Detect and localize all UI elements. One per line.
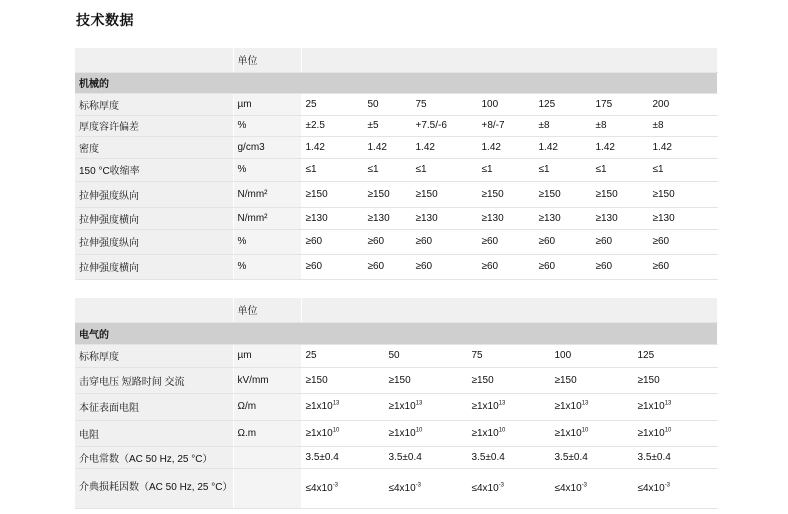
value-text: ≥60 bbox=[538, 236, 556, 247]
value-cell bbox=[648, 136, 705, 158]
table-row bbox=[75, 344, 717, 367]
value-text: 1.42 bbox=[481, 141, 501, 153]
value-text: 1.42 bbox=[415, 141, 435, 153]
table-row bbox=[75, 93, 717, 115]
value-text: ≥1x10 bbox=[637, 401, 665, 412]
row-label: 标称厚度 bbox=[75, 344, 233, 367]
value-cell bbox=[633, 420, 717, 446]
row-unit: Ω.m bbox=[233, 420, 301, 446]
value-text: ≥130 bbox=[481, 212, 504, 224]
value-text: ≥130 bbox=[305, 212, 328, 224]
value-cell bbox=[411, 93, 477, 115]
value-cell bbox=[363, 158, 411, 181]
value-cell bbox=[477, 158, 534, 181]
value-text: ≥1x10 bbox=[471, 401, 499, 412]
value-cell bbox=[301, 468, 384, 508]
value-exponent: -3 bbox=[332, 482, 339, 489]
value-cell bbox=[301, 446, 384, 468]
value-text: 3.5±0.4 bbox=[305, 451, 339, 463]
value-text: ≤4x10 bbox=[554, 482, 582, 494]
value-text: 1.42 bbox=[595, 141, 615, 153]
value-exponent: -3 bbox=[415, 482, 422, 489]
value-text: ≥1x10 bbox=[388, 401, 416, 412]
value-text: ≤4x10 bbox=[305, 482, 333, 494]
value-cell bbox=[363, 181, 411, 207]
value-cell bbox=[633, 468, 717, 508]
value-text: ≤1 bbox=[538, 164, 550, 175]
value-text: ≥60 bbox=[305, 261, 323, 272]
value-text: ≥1x10 bbox=[388, 427, 416, 439]
value-cell bbox=[363, 115, 411, 136]
value-exponent: 10 bbox=[332, 427, 340, 434]
value-text: ≥150 bbox=[305, 374, 328, 386]
table-row bbox=[75, 420, 717, 446]
value-text: ≥150 bbox=[415, 188, 438, 200]
value-text: 125 bbox=[538, 98, 556, 110]
section-header-row bbox=[75, 322, 717, 344]
row-unit: kV/mm bbox=[233, 367, 301, 393]
value-exponent: 13 bbox=[664, 400, 672, 407]
value-cell bbox=[384, 468, 467, 508]
value-cell bbox=[648, 93, 705, 115]
row-label: 电阻 bbox=[75, 420, 233, 446]
value-text: 1.42 bbox=[305, 141, 325, 153]
row-label: 拉伸强度纵向 bbox=[75, 181, 233, 207]
value-cell bbox=[301, 393, 384, 420]
value-text: ≥150 bbox=[305, 188, 328, 200]
value-cell bbox=[534, 158, 591, 181]
value-cell bbox=[384, 420, 467, 446]
value-cell bbox=[384, 367, 467, 393]
value-cell bbox=[411, 136, 477, 158]
value-text: ≥60 bbox=[595, 236, 613, 247]
row-label: 厚度容许偏差 bbox=[75, 115, 233, 136]
value-text: 100 bbox=[481, 98, 499, 110]
value-cell bbox=[633, 344, 717, 367]
value-text: 50 bbox=[367, 98, 379, 110]
value-text: ≥150 bbox=[481, 188, 504, 200]
value-exponent: 13 bbox=[332, 400, 340, 407]
table-row bbox=[75, 229, 717, 254]
value-cell bbox=[301, 158, 363, 181]
value-cell bbox=[411, 229, 477, 254]
value-text: ±8 bbox=[595, 120, 607, 131]
value-cell bbox=[301, 344, 384, 367]
value-text: ±8 bbox=[652, 120, 664, 131]
value-text: 175 bbox=[595, 98, 613, 110]
value-cell bbox=[363, 254, 411, 279]
value-text: ≥150 bbox=[595, 188, 618, 200]
value-cell bbox=[477, 115, 534, 136]
section-title: 机械的 bbox=[75, 72, 717, 93]
value-text: +8/-7 bbox=[481, 120, 505, 131]
row-unit: Ω/m bbox=[233, 393, 301, 420]
value-text: ≤1 bbox=[652, 164, 664, 175]
table-row bbox=[75, 207, 717, 229]
value-text: ≥60 bbox=[367, 236, 385, 247]
value-text: ≥60 bbox=[305, 236, 323, 247]
row-label: 标称厚度 bbox=[75, 93, 233, 115]
row-unit: % bbox=[233, 229, 301, 254]
value-cell bbox=[591, 93, 648, 115]
value-exponent: 10 bbox=[415, 427, 423, 434]
value-exponent: 13 bbox=[498, 400, 506, 407]
row-unit bbox=[233, 468, 301, 508]
table-row bbox=[75, 136, 717, 158]
row-unit: % bbox=[233, 158, 301, 181]
value-cell bbox=[301, 254, 363, 279]
value-cell bbox=[534, 93, 591, 115]
value-text: ≤1 bbox=[367, 164, 379, 175]
value-cell bbox=[301, 420, 384, 446]
table-row bbox=[75, 393, 717, 420]
value-cell bbox=[363, 136, 411, 158]
value-exponent: 13 bbox=[415, 400, 423, 407]
table-header-row bbox=[75, 298, 717, 322]
value-cell bbox=[534, 229, 591, 254]
row-unit: g/cm3 bbox=[233, 136, 301, 158]
value-cell bbox=[648, 229, 705, 254]
value-cell bbox=[411, 181, 477, 207]
value-cell bbox=[648, 181, 705, 207]
value-cell bbox=[633, 393, 717, 420]
row-unit: µm bbox=[233, 93, 301, 115]
row-unit: % bbox=[233, 115, 301, 136]
value-cell bbox=[411, 158, 477, 181]
value-text: ≥60 bbox=[652, 261, 670, 272]
value-cell bbox=[633, 446, 717, 468]
row-unit: % bbox=[233, 254, 301, 279]
value-text: 3.5±0.4 bbox=[637, 451, 671, 463]
section-title: 电气的 bbox=[75, 322, 717, 344]
value-text: ≥60 bbox=[415, 261, 433, 272]
unit-column-header: 单位 bbox=[233, 298, 301, 322]
value-cell bbox=[550, 344, 633, 367]
row-unit bbox=[233, 446, 301, 468]
value-text: ≤4x10 bbox=[388, 482, 416, 494]
value-text: ≥150 bbox=[637, 374, 660, 386]
value-cell bbox=[411, 115, 477, 136]
value-cell bbox=[591, 229, 648, 254]
value-text: ≤1 bbox=[305, 164, 317, 175]
value-cell bbox=[384, 393, 467, 420]
value-text: ≥60 bbox=[595, 261, 613, 272]
value-exponent: -3 bbox=[664, 482, 671, 489]
value-text: ±8 bbox=[538, 120, 550, 131]
value-text: 1.42 bbox=[652, 141, 672, 153]
table-row bbox=[75, 468, 717, 508]
value-text: ≥60 bbox=[367, 261, 385, 272]
value-cell bbox=[534, 181, 591, 207]
value-cell bbox=[477, 93, 534, 115]
value-text: ≤4x10 bbox=[471, 482, 499, 494]
value-cell bbox=[591, 158, 648, 181]
row-label: 本征表面电阻 bbox=[75, 393, 233, 420]
value-cell bbox=[648, 115, 705, 136]
value-text: ≤1 bbox=[415, 164, 427, 175]
value-text: ≥60 bbox=[652, 236, 670, 247]
value-text: 200 bbox=[652, 98, 670, 110]
value-cell bbox=[534, 115, 591, 136]
value-text: ≥130 bbox=[415, 212, 438, 224]
value-cell bbox=[384, 446, 467, 468]
value-text: +7.5/-6 bbox=[415, 120, 447, 131]
value-text: 1.42 bbox=[538, 141, 558, 153]
value-text: ≥1x10 bbox=[554, 401, 582, 412]
value-cell bbox=[534, 136, 591, 158]
value-text: 100 bbox=[554, 350, 572, 361]
value-text: ≥150 bbox=[652, 188, 675, 200]
section-header-row bbox=[75, 72, 717, 93]
row-label: 拉伸强度横向 bbox=[75, 254, 233, 279]
value-cell bbox=[467, 344, 550, 367]
value-cell bbox=[550, 393, 633, 420]
table-row bbox=[75, 446, 717, 468]
value-cell bbox=[301, 136, 363, 158]
table-row bbox=[75, 181, 717, 207]
row-label: 介典损耗因数（AC 50 Hz, 25 °C） bbox=[75, 468, 233, 508]
value-cell bbox=[301, 207, 363, 229]
value-text: ≥60 bbox=[415, 236, 433, 247]
value-text: 25 bbox=[305, 350, 317, 361]
value-cell bbox=[363, 229, 411, 254]
value-cell bbox=[363, 93, 411, 115]
value-text: ≥130 bbox=[367, 212, 390, 224]
value-text: 75 bbox=[415, 98, 427, 110]
value-text: ≥150 bbox=[388, 374, 411, 386]
value-exponent: -3 bbox=[581, 482, 588, 489]
value-cell bbox=[591, 136, 648, 158]
value-text: ≤1 bbox=[481, 164, 493, 175]
value-text: ≥1x10 bbox=[554, 427, 582, 439]
value-text: ≥130 bbox=[595, 212, 618, 224]
table-row bbox=[75, 367, 717, 393]
value-cell bbox=[591, 181, 648, 207]
value-text: 1.42 bbox=[367, 141, 387, 153]
row-unit: µm bbox=[233, 344, 301, 367]
value-text: 3.5±0.4 bbox=[471, 451, 505, 463]
table-row bbox=[75, 254, 717, 279]
value-cell bbox=[477, 181, 534, 207]
value-text: 3.5±0.4 bbox=[388, 451, 422, 463]
value-exponent: 10 bbox=[498, 427, 506, 434]
value-cell bbox=[467, 420, 550, 446]
value-text: ≥60 bbox=[538, 261, 556, 272]
value-cell bbox=[477, 254, 534, 279]
value-cell bbox=[534, 207, 591, 229]
page-title: 技术数据 bbox=[76, 12, 134, 28]
electrical-data-table bbox=[75, 298, 718, 509]
value-cell bbox=[648, 254, 705, 279]
value-text: ≥150 bbox=[538, 188, 561, 200]
value-cell bbox=[550, 468, 633, 508]
value-text: ±2.5 bbox=[305, 120, 325, 131]
value-text: ≥150 bbox=[471, 374, 494, 386]
value-text: ≥1x10 bbox=[305, 401, 333, 412]
value-text: ≤4x10 bbox=[637, 482, 665, 494]
table-header-row bbox=[75, 48, 717, 72]
value-text: 25 bbox=[305, 98, 317, 110]
value-cell bbox=[467, 367, 550, 393]
value-text: ≤1 bbox=[595, 164, 607, 175]
value-cell bbox=[411, 207, 477, 229]
row-label: 密度 bbox=[75, 136, 233, 158]
mechanical-data-table bbox=[75, 48, 718, 280]
value-cell bbox=[550, 367, 633, 393]
row-label: 击穿电压 短路时间 交流 bbox=[75, 367, 233, 393]
value-exponent: 13 bbox=[581, 400, 589, 407]
value-text: ≥150 bbox=[554, 374, 577, 386]
value-exponent: 10 bbox=[581, 427, 589, 434]
table-row bbox=[75, 158, 717, 181]
row-label: 150 °C收缩率 bbox=[75, 158, 233, 181]
value-cell bbox=[477, 207, 534, 229]
value-text: ≥1x10 bbox=[305, 427, 333, 439]
value-cell bbox=[550, 446, 633, 468]
value-cell bbox=[591, 254, 648, 279]
value-text: ≥130 bbox=[652, 212, 675, 224]
value-cell bbox=[633, 367, 717, 393]
table-row bbox=[75, 115, 717, 136]
value-cell bbox=[363, 207, 411, 229]
value-cell bbox=[477, 136, 534, 158]
value-cell bbox=[477, 229, 534, 254]
value-text: ≥60 bbox=[481, 236, 499, 247]
value-cell bbox=[301, 181, 363, 207]
row-unit: N/mm² bbox=[233, 207, 301, 229]
value-cell bbox=[550, 420, 633, 446]
value-cell bbox=[534, 254, 591, 279]
value-text: 3.5±0.4 bbox=[554, 451, 588, 463]
value-cell bbox=[467, 446, 550, 468]
value-text: ±5 bbox=[367, 120, 379, 131]
value-text: 75 bbox=[471, 350, 483, 361]
value-text: ≥1x10 bbox=[471, 427, 499, 439]
value-exponent: 10 bbox=[664, 427, 672, 434]
value-text: 50 bbox=[388, 350, 400, 361]
value-cell bbox=[301, 115, 363, 136]
value-cell bbox=[301, 93, 363, 115]
value-cell bbox=[384, 344, 467, 367]
value-cell bbox=[648, 207, 705, 229]
value-text: 125 bbox=[637, 350, 655, 361]
value-text: ≥150 bbox=[367, 188, 390, 200]
value-cell bbox=[591, 115, 648, 136]
row-label: 介电常数（AC 50 Hz, 25 °C） bbox=[75, 446, 233, 468]
row-label: 拉伸强度横向 bbox=[75, 207, 233, 229]
value-cell bbox=[467, 468, 550, 508]
value-text: ≥60 bbox=[481, 261, 499, 272]
value-exponent: -3 bbox=[498, 482, 505, 489]
value-text: ≥1x10 bbox=[637, 427, 665, 439]
value-cell bbox=[301, 229, 363, 254]
value-cell bbox=[648, 158, 705, 181]
row-unit: N/mm² bbox=[233, 181, 301, 207]
value-cell bbox=[411, 254, 477, 279]
row-label: 拉伸强度纵向 bbox=[75, 229, 233, 254]
value-cell bbox=[591, 207, 648, 229]
unit-column-header: 单位 bbox=[233, 48, 301, 72]
value-text: ≥130 bbox=[538, 212, 561, 224]
value-cell bbox=[301, 367, 384, 393]
value-cell bbox=[467, 393, 550, 420]
